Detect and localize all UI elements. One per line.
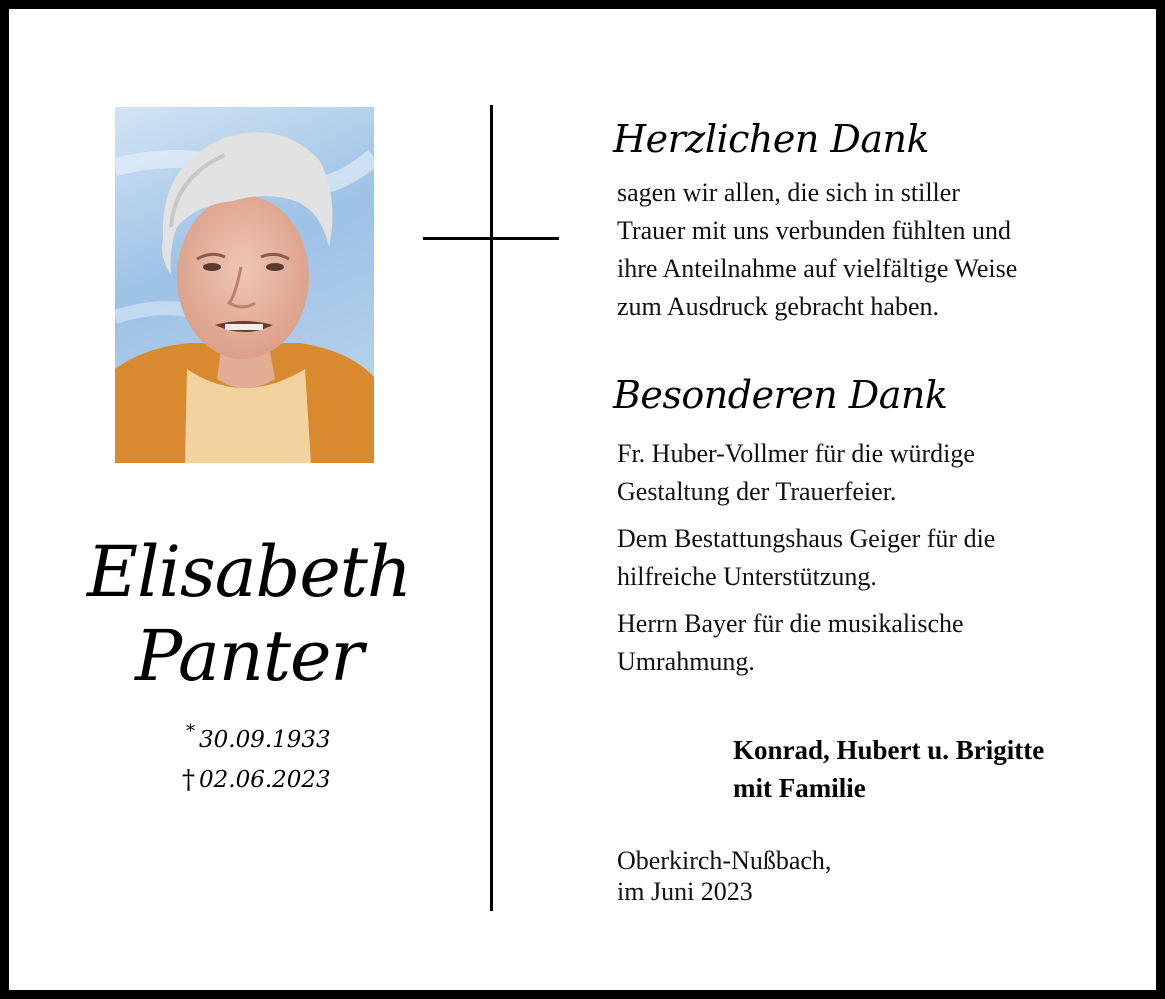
death-row [169, 767, 369, 807]
life-dates [169, 721, 369, 807]
thanks-heading: Herzlichen Dank [613, 117, 930, 161]
birth-date: 30.09.1933 [199, 727, 331, 753]
death-date: 02.06.2023 [199, 767, 331, 793]
entry-line: Umrahmung. [617, 647, 755, 676]
special-thanks-entry [617, 435, 1087, 511]
thanks-text [617, 174, 1087, 326]
entry-line: Fr. Huber-Vollmer für die würdige [617, 439, 975, 468]
portrait-photo [115, 107, 374, 463]
cross-horizontal-bar [423, 237, 559, 240]
thanks-line: ihre Anteilnahme auf vielfältige Weise [617, 254, 1018, 283]
entry-line: Gestaltung der Trauerfeier. [617, 477, 897, 506]
signers-line: mit Familie [733, 773, 866, 803]
last-name: Panter [135, 615, 363, 697]
signers [733, 731, 1044, 807]
thanks-line: zum Ausdruck gebracht haben. [617, 292, 940, 321]
special-thanks-entry [617, 520, 1087, 596]
thanks-line: sagen wir allen, die sich in stiller [617, 178, 960, 207]
birth-row [169, 721, 369, 767]
signers-line: Konrad, Hubert u. Brigitte [733, 735, 1045, 765]
death-cross-icon: † [182, 765, 195, 795]
special-thanks-heading: Besonderen Dank [613, 373, 948, 417]
special-thanks-entry [617, 605, 1087, 681]
entry-line: Herrn Bayer für die musikalische [617, 609, 964, 638]
birth-star-icon: * [186, 721, 195, 742]
date-line: im Juni 2023 [617, 877, 753, 906]
cross-vertical-bar [490, 105, 493, 911]
entry-line: Dem Bestattungshaus Geiger für die [617, 524, 996, 553]
first-name: Elisabeth [87, 531, 411, 613]
place-and-date [617, 845, 831, 907]
thanks-line: Trauer mit uns verbunden fühlten und [617, 216, 1012, 245]
portrait-image [115, 107, 374, 463]
entry-line: hilfreiche Unterstützung. [617, 562, 877, 591]
place-line: Oberkirch-Nußbach, [617, 846, 832, 875]
